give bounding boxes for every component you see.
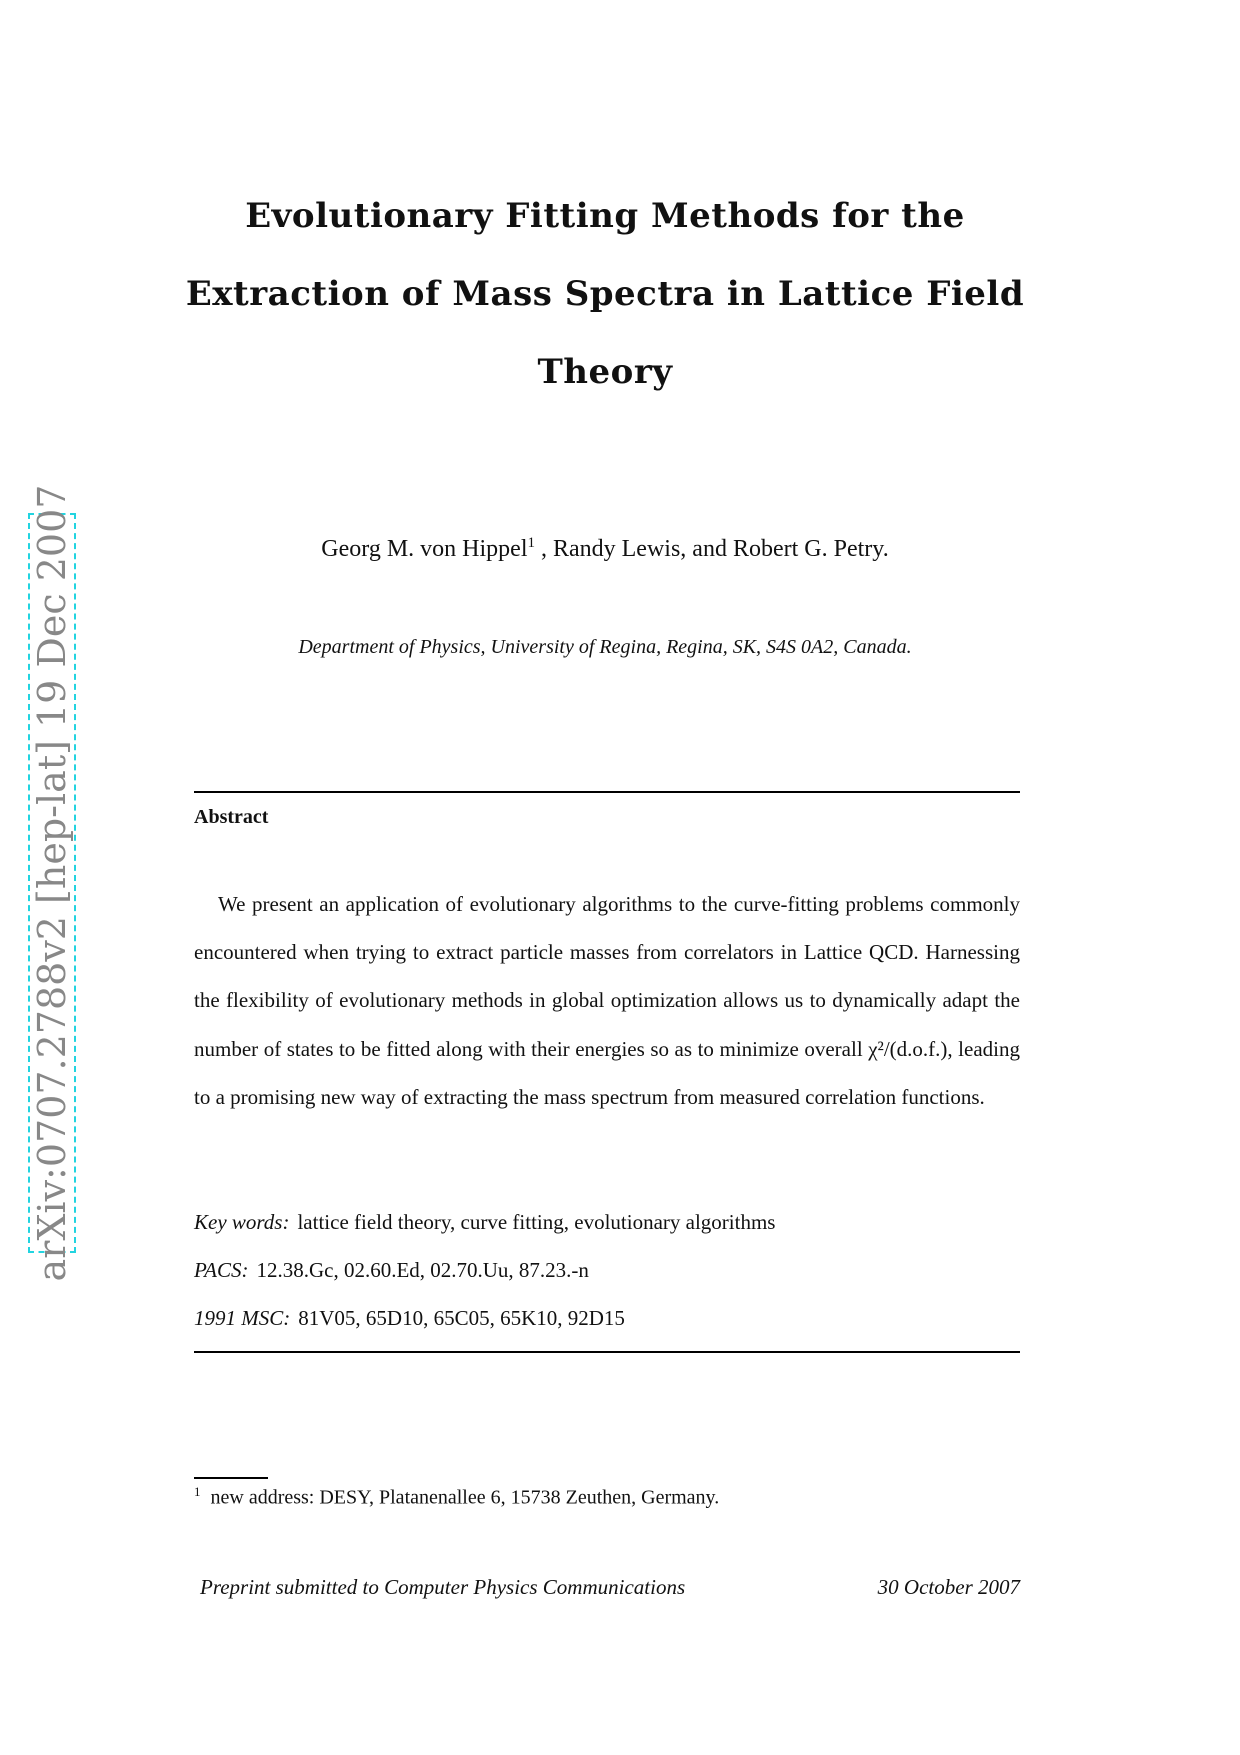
msc-label: 1991 MSC: <box>194 1306 291 1330</box>
title-line-2: Extraction of Mass Spectra in Lattice Field <box>185 274 1025 314</box>
msc <box>194 1306 625 1331</box>
author-first: Georg M. von Hippel <box>321 536 528 562</box>
author-rest: , Randy Lewis, and Robert G. Petry. <box>534 536 889 562</box>
pacs-value: 12.38.Gc, 02.60.Ed, 02.70.Uu, 87.23.-n <box>256 1258 589 1282</box>
arxiv-stamp <box>28 484 76 1282</box>
preprint-date: 30 October 2007 <box>877 1575 1020 1599</box>
keywords-value: lattice field theory, curve fitting, evolutionary algorithms <box>297 1210 776 1234</box>
footnote-mark: 1 <box>527 535 535 551</box>
abstract-heading: Abstract <box>194 806 269 828</box>
footnote-number: 1 <box>194 1484 201 1499</box>
title-line-1: Evolutionary Fitting Methods for the <box>245 196 965 236</box>
affiliation: Department of Physics, University of Regina, Regina, SK, S4S 0A2, Canada. <box>298 636 912 658</box>
abstract-text: We present an application of evolutionary algorithms to the curve-fitting problems commonly encountered when trying to extract particle masses from correlators in Lattice QCD. Harnessing the flexibility of evolutionary methods in global optimization allows us to dynamically adapt the number of states to be fitted along with their energies so as to minimize overall χ²/(d.o.f.), leading to a promising new way of extracting the mass spectrum from measured correlation functions. <box>194 892 1020 1109</box>
footnote-text: new address: DESY, Platanenallee 6, 15738 Zeuthen, Germany. <box>210 1486 720 1509</box>
arxiv-stamp-text: arXiv:0707.2788v2 [hep-lat] 19 Dec 2007 <box>30 484 74 1282</box>
keywords <box>194 1210 775 1235</box>
pacs-label: PACS: <box>194 1258 249 1282</box>
divider-bottom <box>194 1351 1020 1353</box>
pacs <box>194 1258 589 1283</box>
divider-top <box>194 791 1020 793</box>
msc-value: 81V05, 65D10, 65C05, 65K10, 92D15 <box>298 1306 625 1330</box>
title-line-3: Theory <box>537 352 673 392</box>
footnote-rule <box>194 1477 268 1479</box>
authors <box>0 535 1210 563</box>
footnote <box>194 1484 719 1510</box>
keywords-label: Key words: <box>194 1210 290 1234</box>
preprint-note: Preprint submitted to Computer Physics Communications <box>200 1575 686 1599</box>
